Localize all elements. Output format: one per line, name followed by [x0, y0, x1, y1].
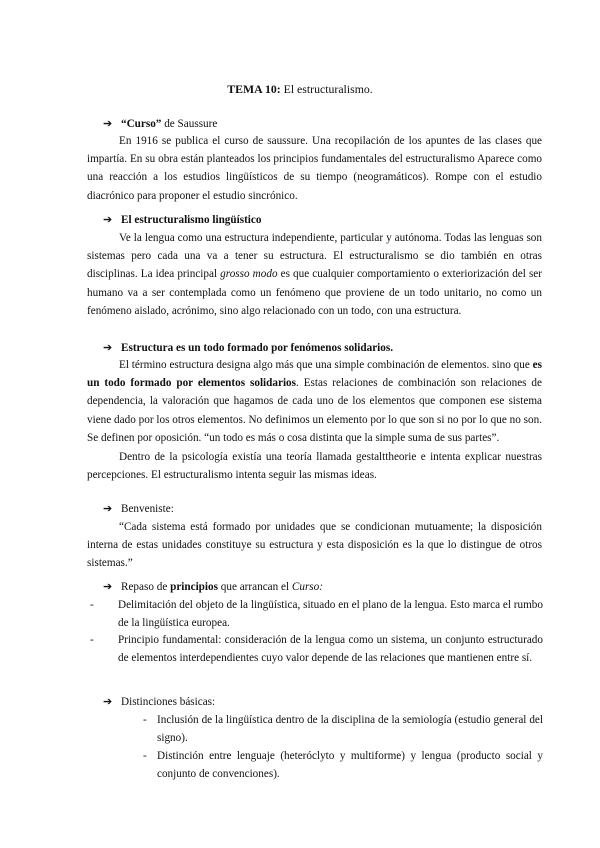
- arrow-icon: ➔: [103, 342, 113, 354]
- section-heading-estructuralismo: ➔ El estructuralismo lingüístico: [103, 211, 543, 229]
- section-heading-distinciones: ➔ Distinciones básicas:: [103, 693, 543, 711]
- title-number: TEMA 10:: [227, 82, 281, 96]
- paragraph-curso: En 1916 se publica el curso de saussure. Una recopilación de los apuntes de las clases que impartía. En su obra están planteados los principios fundamentales del estructuralismo Aparece como una reacción a los estudios lingüísticos de su tiempo (neogramáticos). Rompe con el estudio diacrónico para proponer el estudio sincrónico.: [87, 135, 542, 202]
- section-heading-estructura: ➔ Estructura es un todo formado por fenómenos solidarios.: [103, 339, 543, 357]
- list-item: - Distinción entre lenguaje (heteróclyto y multiforme) y lengua (producto social y conjunto de convenciones).: [143, 750, 543, 781]
- section-heading-curso: ➔ “Curso” de Saussure: [103, 115, 543, 133]
- list-item: - Inclusión de la lingüística dentro de la disciplina de la semiología (estudio general del signo).: [143, 714, 543, 745]
- section-heading-principios: ➔ Repaso de principios que arrancan el Curso:: [103, 578, 543, 596]
- section-heading-benveniste: ➔ Benveniste:: [103, 500, 543, 518]
- title-text: El estructuralismo.: [280, 82, 373, 96]
- list-item: - Delimitación del objeto de la lingüística, situado en el plano de la lengua. Esto marca el rumbo de la lingüística europea.: [90, 599, 543, 630]
- arrow-icon: ➔: [103, 581, 113, 593]
- paragraph-gestalt: Dentro de la psicología existía una teoría llamada gestalttheorie e intenta explicar nuestras percepciones. El estructuralismo intenta seguir las mismas ideas.: [87, 451, 542, 482]
- list-item: - Principio fundamental: consideración de la lengua como un sistema, un conjunto estructurado de elementos interdependientes cuyo valor depende de las relaciones que mantienen entre sí.: [90, 634, 543, 665]
- paragraph-estructura: El término estructura designa algo más que una simple combinación de elementos. sino que es un todo formado por elementos solidarios. Estas relaciones de combinación son relaciones de dependencia, la valoración que hagamos de cada uno de los elementos que componen ese sistema viene dado por los otros elementos. No definimos un elemento por lo que son si no por lo que no son. Se definen por oposición. “un todo es más o cosa distinta que la simple suma de sus partes”.: [87, 359, 542, 444]
- arrow-icon: ➔: [103, 503, 113, 515]
- page-title: [0, 80, 600, 98]
- arrow-icon: ➔: [103, 118, 113, 130]
- paragraph-estructuralismo: Ve la lengua como una estructura independiente, particular y autónoma. Todas las lenguas son sistemas pero cada una va a tener su estructura. El estructuralismo se dio también en otras disciplinas. La idea principal grosso modo es que cualquier comportamiento o exteriorización del ser humano va a ser contemplada como un fenómeno que proviene de un todo unitario, no como un fenómeno aislado, acrónimo, sino algo relacionado con un todo, con una estructura.: [87, 232, 542, 317]
- arrow-icon: ➔: [103, 214, 113, 226]
- quote-benveniste: “Cada sistema está formado por unidades que se condicionan mutuamente; la disposición interna de estas unidades constituye su estructura y esta disposición es la que lo distingue de otros sistemas.”: [87, 521, 542, 570]
- arrow-icon: ➔: [103, 696, 113, 708]
